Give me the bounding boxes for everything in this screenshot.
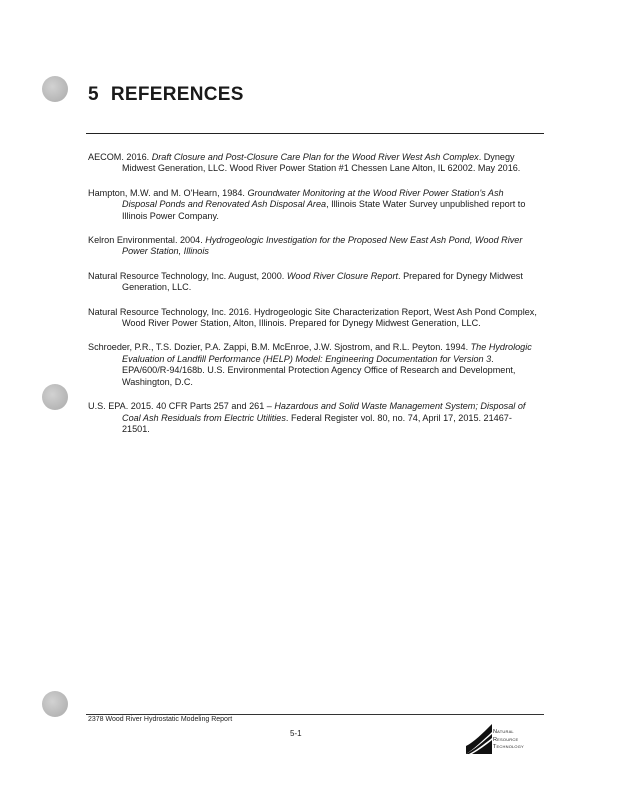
binder-hole-bottom [42,691,68,717]
reference-item [88,401,538,435]
reference-title: The Hydrologic Evaluation of Landfill Performance (HELP) Model: Engineering Documentation for Version 3 [122,342,532,364]
reference-item [88,188,538,222]
logo-line: Technology [493,744,524,750]
reference-item [88,307,538,330]
reference-text: Hampton, M.W. and M. O'Hearn, 1984. [88,187,248,198]
footer-report-title: 2378 Wood River Hydrostatic Modeling Report [88,716,233,723]
section-number: 5 [88,84,99,105]
logo-line: Resource [493,736,519,743]
company-logo [466,724,546,756]
reference-text: . Dynegy Midwest Generation, LLC. Wood River Power Station #1 Chessen Lane Alton, IL 62002. May 2016. [122,152,521,174]
footer-rule [86,714,544,715]
page-number: 5-1 [290,729,302,738]
reference-item [88,152,538,175]
logo-mark-icon [466,724,492,754]
reference-title: Groundwater Monitoring at the Wood River Power Station's Ash Disposal Ponds and Renovated Ash Disposal Area [122,187,504,210]
reference-title: Draft Closure and Post-Closure Care Plan for the Wood River West Ash Complex [151,152,479,162]
section-title: REFERENCES [110,84,244,105]
reference-text: . EPA/600/R-94/168b. U.S. Environmental Protection Agency Office of Research and Development, Washington, D.C. [122,353,516,387]
reference-text: Schroeder, P.R., T.S. Dozier, P.A. Zappi, B.M. McEnroe, J.W. Sjostrom, and R.L. Peyton. 1994. [88,342,471,353]
logo-line: Natural [493,729,514,735]
reference-text: Natural Resource Technology, Inc. 2016. Hydrogeologic Site Characterization Report, West Ash Pond Complex, Wood River Power Station, Alton, Illinois. Prepared for Dynegy Midwest Generation, LLC. [88,306,537,329]
reference-item [88,271,538,294]
reference-list [88,152,538,448]
binder-hole-top [42,76,68,102]
heading-rule [86,133,544,134]
reference-text: . Prepared for Dynegy Midwest Generation, LLC. [122,270,523,293]
reference-title: Hazardous and Solid Waste Management System; Disposal of Coal Ash Residuals from Electric Utilities [122,401,526,423]
reference-text: , Illinois State Water Survey unpublished report to Illinois Power Company. [122,199,526,221]
reference-text: Natural Resource Technology, Inc. August, 2000. [88,270,287,281]
section-heading [88,84,244,106]
reference-text: . Federal Register vol. 80, no. 74, April 17, 2015. 21467-21501. [122,412,512,434]
reference-text: Kelron Environmental. 2004. [88,235,206,246]
reference-text: U.S. EPA. 2015. 40 CFR Parts 257 and 261 – [88,401,275,412]
binder-hole-middle [42,384,68,410]
reference-title: Wood River Closure Report [286,270,399,281]
logo-wordmark [493,729,524,752]
reference-text: AECOM. 2016. [88,152,152,162]
reference-item [88,235,538,258]
reference-title: Hydrogeologic Investigation for the Proposed New East Ash Pond, Wood River Power Station, Illinois [122,235,523,257]
reference-item [88,342,538,388]
